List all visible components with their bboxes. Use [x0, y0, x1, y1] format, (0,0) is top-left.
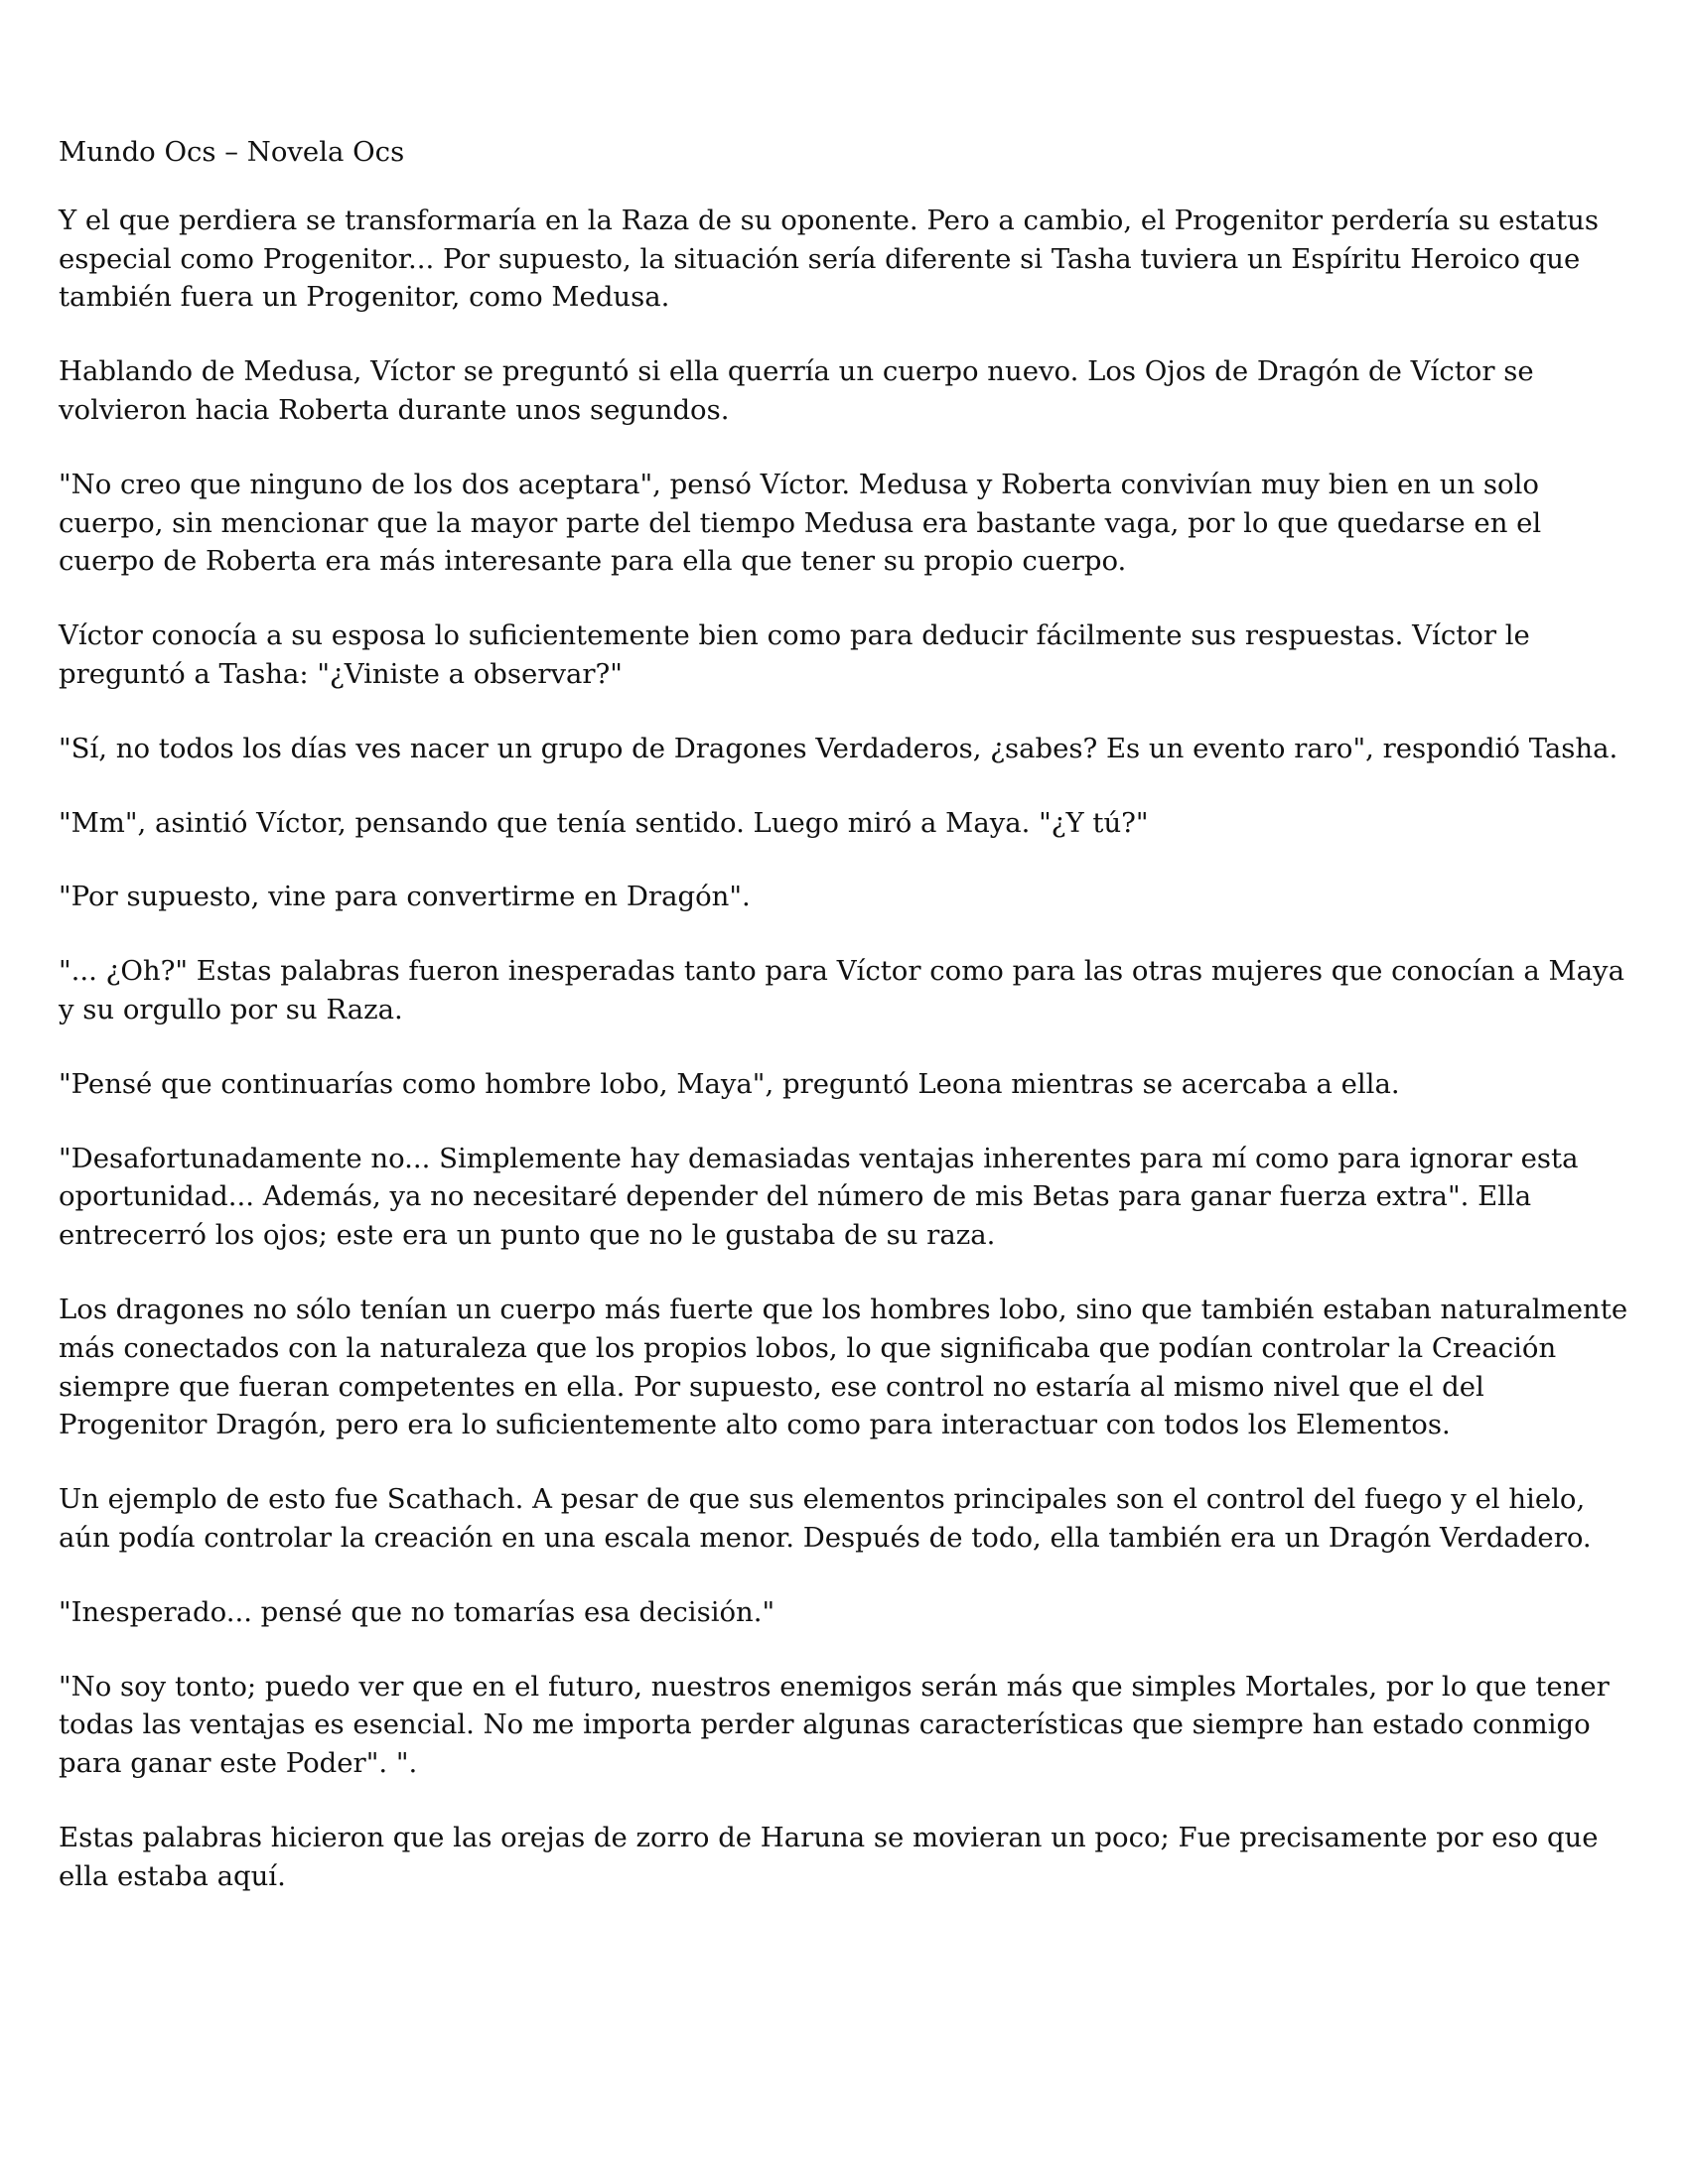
paragraph: "No creo que ninguno de los dos aceptara", pensó Víctor. Medusa y Roberta convivían muy bien en un solo cuerpo, sin mencionar que la mayor parte del tiempo Medusa era bastante vaga, por lo que quedarse en el cuerpo de Roberta era más interesante para ella que tener su propio cuerpo. — [59, 468, 1542, 578]
paragraph: "Por supuesto, vine para convertirme en Dragón". — [59, 881, 751, 913]
paragraph: Estas palabras hicieron que las orejas de zorro de Haruna se movieran un poco; Fue precisamente por eso que ella estaba aquí. — [59, 1821, 1599, 1892]
paragraph: Hablando de Medusa, Víctor se preguntó si ella querría un cuerpo nuevo. Los Ojos de Dragón de Víctor se volvieron hacia Roberta durante unos segundos. — [59, 355, 1534, 426]
document-page — [59, 133, 1637, 1932]
paragraph: "Sí, no todos los días ves nacer un grupo de Dragones Verdaderos, ¿sabes? Es un evento raro", respondió Tasha. — [59, 732, 1618, 764]
paragraph: "Pensé que continuarías como hombre lobo, Maya", preguntó Leona mientras se acercaba a ella. — [59, 1067, 1400, 1100]
paragraph: "Desafortunadamente no... Simplemente hay demasiadas ventajas inherentes para mí como para ignorar esta oportunidad... Además, ya no necesitaré depender del número de mis Betas para ganar fuerza extra". Ella entrecerró los ojos; este era un punto que no le gustaba de su raza. — [59, 1142, 1579, 1252]
paragraph: "Inesperado... pensé que no tomarías esa decisión." — [59, 1595, 775, 1628]
paragraph: Y el que perdiera se transformaría en la Raza de su oponente. Pero a cambio, el Progenitor perdería su estatus especial como Progenitor... Por supuesto, la situación sería diferente si Tasha tuviera un Espíritu Heroico que también fuera un Progenitor, como Medusa. — [59, 204, 1599, 314]
paragraph: Los dragones no sólo tenían un cuerpo más fuerte que los hombres lobo, sino que también estaban naturalmente más conectados con la naturaleza que los propios lobos, lo que significaba que podían controlar la Creación siempre que fueran competentes en ella. Por supuesto, ese control no estaría al mismo nivel que el del Progenitor Dragón, pero era lo suficientemente alto como para interactuar con todos los Elementos. — [59, 1293, 1628, 1441]
paragraph: "... ¿Oh?" Estas palabras fueron inesperadas tanto para Víctor como para las otras mujeres que conocían a Maya y su orgullo por su Raza. — [59, 955, 1624, 1025]
paragraph: Un ejemplo de esto fue Scathach. A pesar de que sus elementos principales son el control del fuego y el hielo, aún podía controlar la creación en una escala menor. Después de todo, ella también era un Dragón Verdadero. — [59, 1483, 1592, 1554]
paragraph: "Mm", asintió Víctor, pensando que tenía sentido. Luego miró a Maya. "¿Y tú?" — [59, 806, 1149, 839]
paragraph: Víctor conocía a su esposa lo suficientemente bien como para deducir fácilmente sus respuestas. Víctor le preguntó a Tasha: "¿Viniste a observar?" — [59, 619, 1530, 690]
document-header: Mundo Ocs – Novela Ocs — [59, 136, 405, 168]
paragraph: "No soy tonto; puedo ver que en el futuro, nuestros enemigos serán más que simples Mortales, por lo que tener todas las ventajas es esencial. No me importa perder algunas características que siempre han estado conmigo para ganar este Poder". ". — [59, 1670, 1610, 1780]
